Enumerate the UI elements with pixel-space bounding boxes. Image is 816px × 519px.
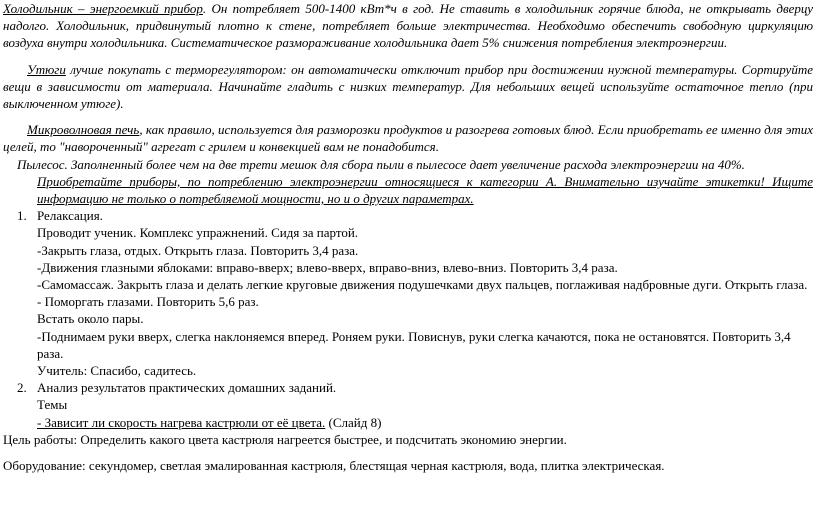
step-line: - Поморгать глазами. Повторить 5,6 раз. <box>37 294 259 310</box>
relaxation-steps <box>3 224 813 379</box>
list-item-title: Релаксация. <box>37 208 103 224</box>
slide-ref: (Слайд 8) <box>325 414 382 430</box>
vacuum-text: Пылесос. Заполненный более чем на две трети мешок для сбора пыли в пылесосе дает увеличение расхода электроэнергии на 40%. <box>17 156 745 172</box>
list-number: 1. <box>17 208 27 224</box>
list-item-title: Анализ результатов практических домашних заданий. <box>37 380 337 396</box>
topics-label: Темы <box>37 397 68 413</box>
microwave-term: Микроволновая печь <box>27 122 140 138</box>
fridge-paragraph <box>3 0 813 52</box>
fridge-text: . Он потребляет 500-1400 кВт*ч в год. Не ставить в холодильник горячие блюда, не открывать дверцу надолго. Холодильник, придвинутый плотно к стене, потребляет больше электричества. Необходимо обеспечить свободную циркуляцию воздуха внутри холодильника. Систематическое размораживание холодильника дает 5% снижения потребления электроэнергии. <box>3 1 813 51</box>
numbered-list <box>3 207 813 431</box>
iron-paragraph <box>3 61 813 113</box>
list-item <box>3 379 813 396</box>
topic-line <box>37 414 813 431</box>
step-line: Встать около пары. <box>37 311 144 327</box>
iron-term: Утюги <box>27 61 66 77</box>
step-line: -Движения глазными яблоками: вправо-вверх; влево-вверх, вправо-вниз, влево-вниз. Повторить 3,4 раза. <box>37 259 618 275</box>
microwave-paragraph <box>3 121 813 155</box>
iron-text: лучше покупать с терморегулятором: он автоматически отключит прибор при достижении нужной температуры. Сортируйте вещи в зависимости от материала. Начинайте гладить с низких температур. Для небольших вещей используйте остаточное тепло (при выключенном утюге). <box>3 61 813 112</box>
spacer <box>3 112 813 121</box>
spacer <box>3 52 813 61</box>
vacuum-paragraph <box>3 156 813 173</box>
step-line: -Поднимаем руки вверх, слегка наклоняемся вперед. Роняем руки. Повиснув, руки слегка качаются, пока не остановятся. Повторить 3,4 раза. <box>37 328 791 361</box>
fridge-term: Холодильник – энергоемкий прибор <box>3 1 203 16</box>
topic-text: - Зависит ли скорость нагрева кастрюли от её цвета. <box>37 414 326 430</box>
topics-block <box>3 396 813 430</box>
step-line: -Закрыть глаза, отдых. Открыть глаза. Повторить 3,4 раза. <box>37 242 359 258</box>
advice-paragraph <box>3 173 813 207</box>
advice-text: Приобретайте приборы, по потреблению электроэнергии относящиеся к категории А. Внимательно изучайте этикетки! Ищите информацию не только о потребляемой мощности, но и о других параметрах. <box>37 173 813 207</box>
list-number: 2. <box>17 380 27 396</box>
step-line: -Самомассаж. Закрыть глаза и делать легкие круговые движения подушечками двух пальцев, поглаживая надбровные дуги. Открыть глаза. <box>37 277 808 293</box>
microwave-text: , как правило, используется для разморозки продуктов и разогрева готовых блюд. Если приобретать ее именно для этих целей, то "навороченный" агрегат с грилем и конвекцией вам не понадобится. <box>3 122 813 155</box>
goal-line: Цель работы: Определить какого цвета кастрюля нагреется быстрее, и подсчитать экономию энергии. <box>3 431 567 447</box>
step-line: Проводит ученик. Комплекс упражнений. Сидя за партой. <box>37 225 359 241</box>
equipment-line: Оборудование: секундомер, светлая эмалированная кастрюля, блестящая черная кастрюля, вода, плитка электрическая. <box>3 458 665 474</box>
spacer <box>3 448 813 457</box>
step-line: Учитель: Спасибо, садитесь. <box>37 363 197 379</box>
list-item <box>3 207 813 224</box>
